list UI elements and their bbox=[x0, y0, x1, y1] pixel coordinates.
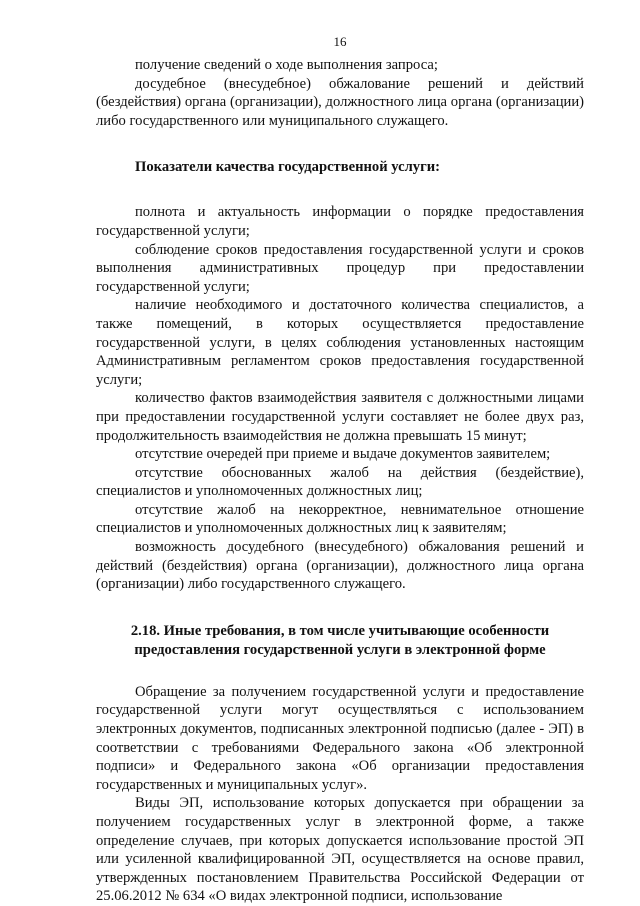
quality-item: полнота и актуальность информации о порядке предоставления государственной услуги; bbox=[96, 204, 584, 239]
quality-item: возможность досудебного (внесудебного) обжалования решений и действий (бездействия) органа (организации), должностного лица органа (организации) либо государственного служащего. bbox=[96, 539, 584, 593]
quality-item: отсутствие обоснованных жалоб на действия (бездействие), специалистов и уполномоченных должностных лиц; bbox=[96, 464, 584, 500]
section-2-18-heading bbox=[96, 622, 584, 660]
intro-item: досудебное (внесудебное) обжалование решений и действий (бездействия) органа (организации), должностного лица органа (организации) либо государственного или муниципального служащего. bbox=[96, 75, 584, 129]
intro-item: получение сведений о ходе выполнения запроса; bbox=[135, 57, 438, 73]
quality-item: количество фактов взаимодействия заявителя с должностными лицами при предоставлении государственной услуги составляет не более двух раз, продолжительность взаимодействия не должна превышать 15 минут; bbox=[96, 390, 584, 444]
section-2-18-paragraph: Виды ЭП, использование которых допускается при обращении за получением государственных услуг в электронной форме, а также определение случаев, при которых допускается использование простой ЭП или усиленной квалифицированной ЭП, осуществляется на основе правил, утвержденных постановлением Правительства Российской Федерации от 25.06.2012 № 634 «О видах электронной подписи, использование bbox=[96, 795, 584, 905]
quality-item: отсутствие очередей при приеме и выдаче документов заявителем; bbox=[135, 446, 551, 463]
document-page bbox=[96, 34, 584, 906]
quality-item: соблюдение сроков предоставления государственной услуги и сроков выполнения административных процедур при предоставлении государственной услуги; bbox=[96, 241, 584, 295]
quality-heading: Показатели качества государственной услуги: bbox=[135, 159, 440, 176]
page-number: 16 bbox=[333, 34, 347, 49]
quality-item: наличие необходимого и достаточного количества специалистов, а также помещений, в которых осуществляется предоставление государственной услуги, в целях соблюдения установленных настоящим Административным регламентом сроков предоставления государственной услуги; bbox=[96, 297, 584, 388]
section-2-18-heading-line: предоставления государственной услуги в электронной форме bbox=[134, 641, 546, 658]
section-2-18-paragraph: Обращение за получением государственной услуги и предоставление государственной услуги могут осуществляться с использованием электронных документов, подписанных электронной подписью (далее - ЭП) в соответствии с требованиями Федерального закона «Об электронной подписи» и Федерального закона «Об организации предоставления государственных и муниципальных услуг». bbox=[96, 683, 584, 793]
quality-item: отсутствие жалоб на некорректное, невнимательное отношение специалистов и уполномоченных должностных лиц к заявителям; bbox=[96, 501, 584, 537]
section-2-18-heading-line: 2.18. Иные требования, в том числе учитывающие особенности bbox=[130, 622, 550, 639]
